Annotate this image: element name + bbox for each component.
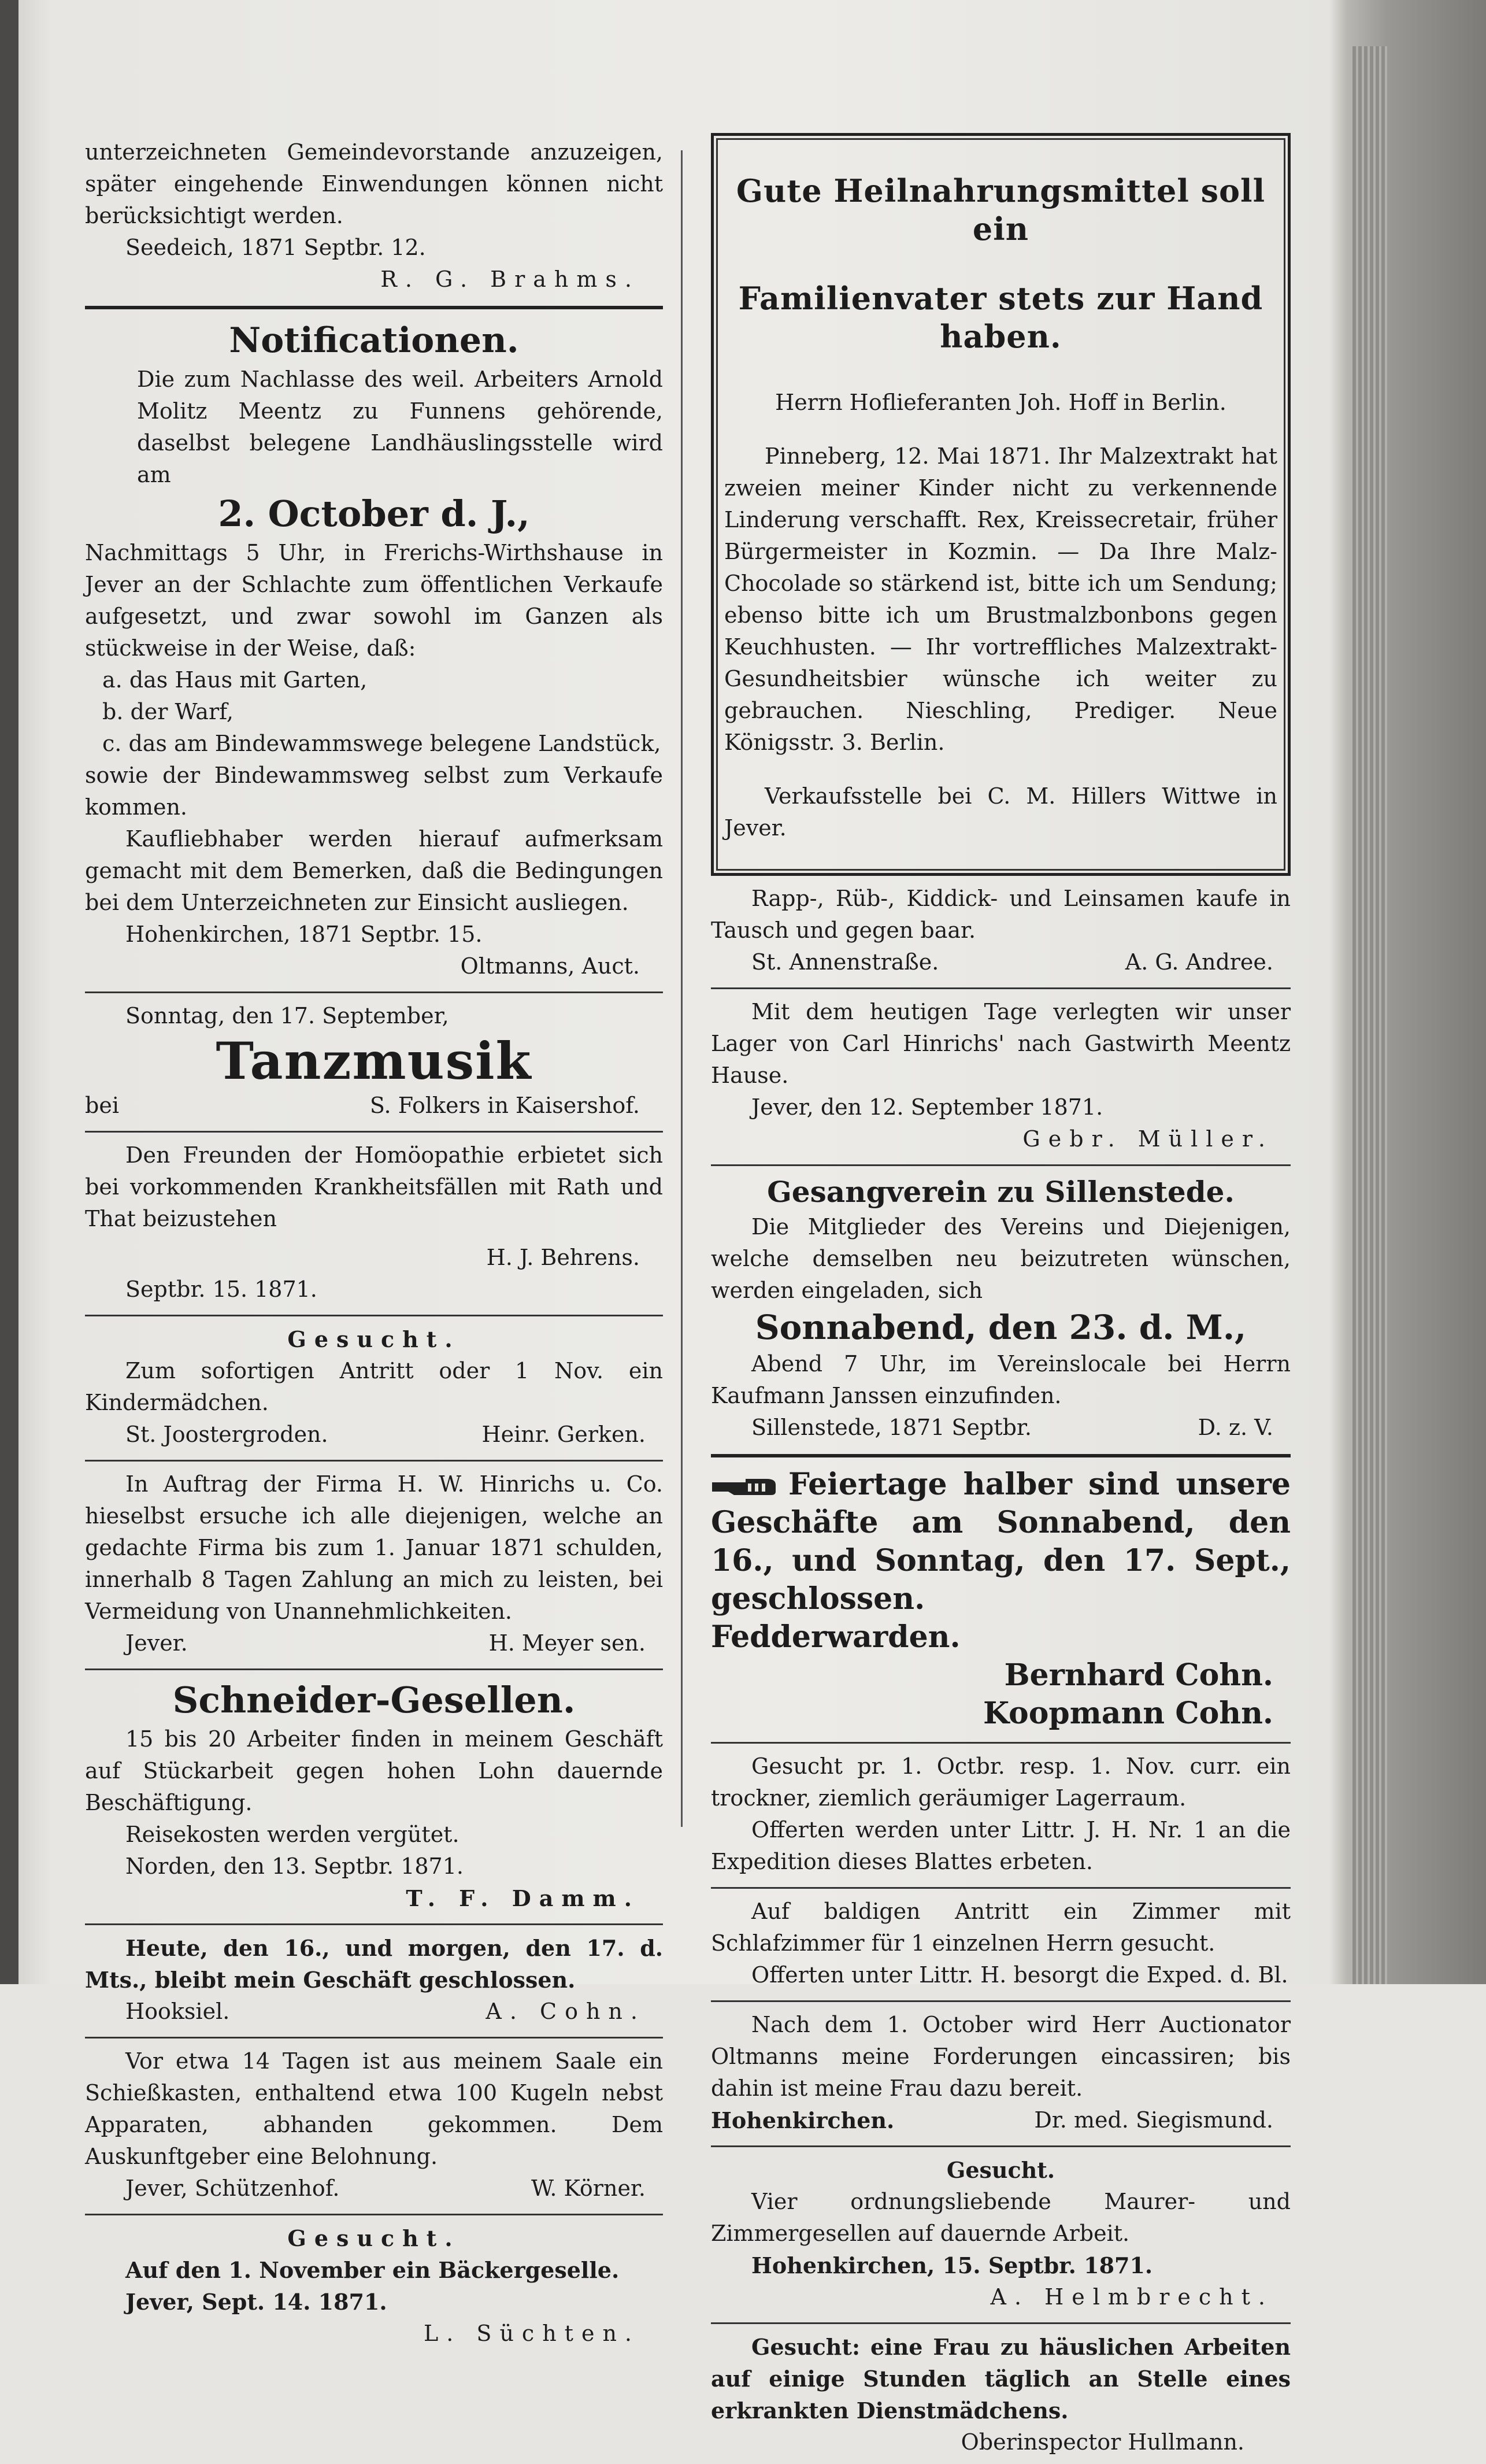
right-column bbox=[711, 133, 1291, 2464]
ad-place-date: Jever, den 12. September 1871. bbox=[751, 1094, 1103, 1120]
ad-gesucht-baecker bbox=[85, 2219, 663, 2355]
ad-host-line bbox=[85, 1090, 663, 1122]
ad-headline: Familienvater stets zur Hand haben. bbox=[738, 280, 1263, 355]
ad-body: Vor etwa 14 Tagen ist aus meinem Saale ein Schießkasten, enthaltend etwa 100 Kugeln nebst Apparaten, abhanden gekommen. Dem Auskunftgeber eine Belohnung. bbox=[85, 2048, 663, 2169]
ad-andree bbox=[711, 879, 1291, 984]
ad-body: Nach dem 1. October wird Herr Auctionator Oltmanns meine Forderungen eincassiren; bis dahin ist meine Frau dazu bereit. bbox=[711, 2012, 1291, 2101]
ad-place-date: Jever, Sept. 14. 1871. bbox=[125, 2289, 387, 2315]
ad-place-date: Sillenstede, 1871 Septbr. bbox=[751, 1415, 1032, 1440]
ad-schiesskasten bbox=[85, 2042, 663, 2210]
ad-signature: D. z. V. bbox=[1198, 1415, 1273, 1440]
divider bbox=[85, 1668, 663, 1670]
divider bbox=[711, 2322, 1291, 2324]
ad-place-signature bbox=[711, 2104, 1291, 2136]
ad-signature: R. G. Brahms. bbox=[380, 267, 640, 292]
ad-gesangverein bbox=[711, 1170, 1291, 1449]
ad-meeting-date: Sonnabend, den 23. d. M., bbox=[755, 1308, 1247, 1347]
ad-notificationen bbox=[85, 314, 663, 988]
ad-title: Gesucht. bbox=[287, 1326, 461, 1352]
divider bbox=[85, 1131, 663, 1133]
ad-title: Gesucht. bbox=[287, 2225, 461, 2251]
ad-signature: Oltmanns, Auct. bbox=[460, 953, 640, 979]
ad-title: Gesucht. bbox=[946, 2157, 1055, 2183]
ad-body: Kaufliebhaber werden hierauf aufmerksam gemacht mit dem Bemerken, daß die Bedingungen bei dem Unterzeichneten zur Einsicht ausliegen. bbox=[85, 826, 663, 915]
ad-signature: H. Meyer sen. bbox=[488, 1630, 646, 1656]
ad-body: unterzeichneten Gemeindevorstande anzuzeigen, später eingehende Einwendungen können nicht berücksichtigt werden. bbox=[85, 139, 663, 228]
ad-homoeopathie bbox=[85, 1136, 663, 1311]
ad-gesucht-kindermaedchen bbox=[85, 1320, 663, 1456]
ad-host: S. Folkers in Kaisershof. bbox=[369, 1093, 640, 1118]
divider bbox=[711, 1164, 1291, 1166]
newspaper-page bbox=[23, 0, 1352, 2455]
ad-signature: Oberinspector Hullmann. bbox=[961, 2429, 1244, 2455]
ad-signature: Koopmann Cohn. bbox=[983, 1696, 1273, 1731]
ad-headline: Gute Heilnahrungsmittel soll ein bbox=[736, 172, 1266, 247]
ad-body: Den Freunden der Homöopathie erbietet sich bei vorkommenden Krankheitsfällen mit Rath und That beizustehen bbox=[85, 1142, 663, 1231]
ad-body: Nachmittags 5 Uhr, in Frerichs-Wirthshause in Jever an der Schlachte zum öffentlichen Verkaufe aufgesetzt, und zwar sowohl im Ganzen als stückweise in der Weise, daß: bbox=[85, 540, 663, 661]
ad-subheadline: Herrn Hoflieferanten Joh. Hoff in Berlin. bbox=[775, 390, 1226, 415]
ad-body: Abend 7 Uhr, im Vereinslocale bei Herrn Kaufmann Janssen einzufinden. bbox=[711, 1351, 1291, 1408]
divider bbox=[711, 1887, 1291, 1889]
ad-body: Gesucht pr. 1. Octbr. resp. 1. Nov. curr. ein trockner, ziemlich geräumiger Lagerraum. bbox=[711, 1753, 1291, 1811]
ad-body-text: Feiertage halber sind unsere Geschäfte am Sonnabend, den 16., und Sonntag, den 17. Sept., geschlossen. bbox=[711, 1467, 1291, 1616]
ad-signature: Dr. med. Siegismund. bbox=[1034, 2107, 1273, 2133]
divider bbox=[85, 1460, 663, 1462]
ad-title: Gesangverein zu Sillenstede. bbox=[767, 1175, 1235, 1209]
ad-body: In Auftrag der Firma H. W. Hinrichs u. Co. hieselbst ersuche ich alle diejenigen, welche an gedachte Firma bis zum 1. Januar 1871 schulden, innerhalb 8 Tagen Zahlung an mich zu leisten, bei Vermeidung von Unannehmlichkeiten. bbox=[85, 1471, 663, 1624]
ad-signature: Heinr. Gerken. bbox=[481, 1422, 646, 1447]
ad-hullmann bbox=[711, 2328, 1291, 2464]
ad-place: Jever, Schützenhof. bbox=[125, 2176, 340, 2201]
pointing-hand-icon bbox=[711, 1475, 780, 1499]
ad-place-signature bbox=[711, 946, 1291, 978]
ad-body: 15 bis 20 Arbeiter finden in meinem Geschäft auf Stückarbeit gegen hohen Lohn dauernde Beschäftigung. bbox=[85, 1726, 663, 1815]
ad-body: Die zum Nachlasse des weil. Arbeiters Arnold Molitz Meentz zu Funnens gehörende, daselbst belegene Landhäuslingsstelle wird am bbox=[137, 367, 663, 487]
ad-signature: T. F. Damm. bbox=[406, 1885, 640, 1911]
divider bbox=[711, 987, 1291, 989]
ad-place-date: Hohenkirchen, 15. Septbr. 1871. bbox=[751, 2252, 1153, 2278]
ad-lagerraum bbox=[711, 1747, 1291, 1884]
page-edge-stack bbox=[1352, 46, 1387, 1984]
ad-signature: W. Körner. bbox=[531, 2176, 646, 2201]
ad-auction-date: 2. October d. J., bbox=[218, 493, 530, 535]
divider bbox=[85, 1315, 663, 1316]
ad-date: Septbr. 15. 1871. bbox=[125, 1277, 317, 1302]
ad-gebr-mueller bbox=[711, 993, 1291, 1161]
ad-body: Reisekosten werden vergütet. bbox=[125, 1822, 459, 1847]
ad-date: Sonntag, den 17. September, bbox=[125, 1003, 449, 1028]
ad-body: Vier ordnungsliebende Maurer- und Zimmergesellen auf dauernde Arbeit. bbox=[711, 2189, 1291, 2246]
ad-cohn-feiertage bbox=[711, 1462, 1291, 1738]
ad-brahms bbox=[85, 133, 663, 301]
ad-place-signature bbox=[85, 1419, 663, 1451]
ad-place-signature bbox=[711, 1412, 1291, 1444]
ad-body: Auf baldigen Antritt ein Zimmer mit Schlafzimmer für 1 einzelnen Herrn gesucht. bbox=[711, 1899, 1291, 1956]
ad-signature: A. G. Andree. bbox=[1125, 949, 1273, 975]
divider bbox=[711, 2145, 1291, 2147]
ad-place-date: Seedeich, 1871 Septbr. 12. bbox=[125, 235, 426, 260]
ad-body: Mit dem heutigen Tage verlegten wir unser Lager von Carl Hinrichs' nach Gastwirth Meentz Hause. bbox=[711, 999, 1291, 1088]
ad-signature: A. Cohn. bbox=[486, 1999, 646, 2024]
ad-body: Zum sofortigen Antritt oder 1 Nov. ein Kindermädchen. bbox=[85, 1358, 663, 1415]
ad-place-date: Norden, den 13. Septbr. 1871. bbox=[125, 1853, 464, 1879]
divider bbox=[711, 1454, 1291, 1457]
ad-place: Hooksiel. bbox=[125, 1999, 230, 2024]
ad-body: Die Mitglieder des Vereins und Diejenigen, welche demselben neu beizutreten wünschen, werden eingeladen, sich bbox=[711, 1214, 1291, 1303]
divider bbox=[85, 991, 663, 993]
ad-place: Hohenkirchen. bbox=[711, 2107, 895, 2133]
ad-body: sowie der Bindewammsweg selbst zum Verkaufe kommen. bbox=[85, 763, 663, 820]
ad-body bbox=[711, 1466, 1291, 1618]
list-item: a. das Haus mit Garten, bbox=[102, 667, 368, 693]
list-item: c. das am Bindewammswege belegene Landstück, bbox=[102, 731, 661, 756]
ad-title: Tanzmusik bbox=[216, 1031, 532, 1091]
ad-footer: Verkaufsstelle bei C. M. Hillers Wittwe in Jever. bbox=[724, 783, 1277, 841]
divider bbox=[85, 306, 663, 309]
ad-zimmer bbox=[711, 1892, 1291, 1997]
ad-hinrichs bbox=[85, 1465, 663, 1665]
ad-body: Offerten werden unter Littr. J. H. Nr. 1 an die Expedition dieses Blattes erbeten. bbox=[711, 1817, 1291, 1874]
divider bbox=[85, 2214, 663, 2215]
list-item: b. der Warf, bbox=[102, 699, 234, 724]
ad-body: Heute, den 16., und morgen, den 17. d. Mts., bleibt mein Geschäft geschlossen. bbox=[85, 1935, 663, 1993]
ad-tanzmusik bbox=[85, 997, 663, 1127]
ad-place-signature bbox=[85, 1627, 663, 1659]
ad-hoff-malzextrakt bbox=[711, 133, 1291, 876]
ad-bei: bei bbox=[85, 1093, 119, 1118]
column-divider bbox=[681, 150, 683, 1827]
ad-schneider-gesellen bbox=[85, 1674, 663, 1920]
binding-fold bbox=[0, 0, 18, 1984]
ad-place: Jever. bbox=[125, 1630, 188, 1656]
ad-gesucht-maurer bbox=[711, 2151, 1291, 2319]
ad-title: Schneider-Gesellen. bbox=[172, 1679, 576, 1721]
left-column bbox=[85, 133, 663, 2355]
ad-place: Fedderwarden. bbox=[711, 1619, 961, 1655]
divider bbox=[711, 2000, 1291, 2002]
ad-signature: Gebr. Müller. bbox=[1022, 1126, 1273, 1152]
ad-signature: L. Süchten. bbox=[424, 2321, 640, 2346]
ad-body: Gesucht: eine Frau zu häuslichen Arbeiten auf einige Stunden täglich an Stelle eines erkrankten Dienstmädchens. bbox=[711, 2334, 1291, 2424]
ad-place-signature bbox=[85, 2173, 663, 2204]
divider bbox=[85, 2037, 663, 2038]
ad-place-date: Hohenkirchen, 1871 Septbr. 15. bbox=[125, 922, 483, 947]
divider bbox=[85, 1923, 663, 1925]
ad-body: Rapp-, Rüb-, Kiddick- und Leinsamen kaufe in Tausch und gegen baar. bbox=[711, 886, 1291, 943]
divider bbox=[711, 1742, 1291, 1744]
ad-body: Offerten unter Littr. H. besorgt die Exped. d. Bl. bbox=[751, 1962, 1288, 1988]
ad-signature: A. Helmbrecht. bbox=[990, 2284, 1273, 2310]
ad-place: St. Annenstraße. bbox=[751, 949, 939, 975]
ad-signature: Bernhard Cohn. bbox=[1004, 1658, 1273, 1693]
ad-title: Notificationen. bbox=[229, 320, 519, 361]
ad-place: St. Joostergroden. bbox=[125, 1422, 328, 1447]
ad-place-signature bbox=[85, 1996, 663, 2028]
ad-signature: H. J. Behrens. bbox=[486, 1245, 640, 1270]
ad-body: Pinneberg, 12. Mai 1871. Ihr Malzextrakt hat zweien meiner Kinder nicht zu verkennende Linderung verschafft. Rex, Kreissecretair, früher Bürgermeister in Kozmin. — Da Ihre Malz-Chocolade so stärkend ist, bitte ich um Sendung; ebenso bitte ich um Brustmalzbonbons gegen Keuchhusten. — Ihr vortreffliches Malzextrakt-Gesundheitsbier wünsche ich weiter zu gebrauchen. Nieschling, Prediger. Neue Königsstr. 3. Berlin. bbox=[724, 443, 1277, 755]
ad-body: Auf den 1. November ein Bäckergeselle. bbox=[125, 2257, 620, 2283]
ad-siegismund bbox=[711, 2006, 1291, 2142]
ad-cohn-hooksiel bbox=[85, 1929, 663, 2033]
